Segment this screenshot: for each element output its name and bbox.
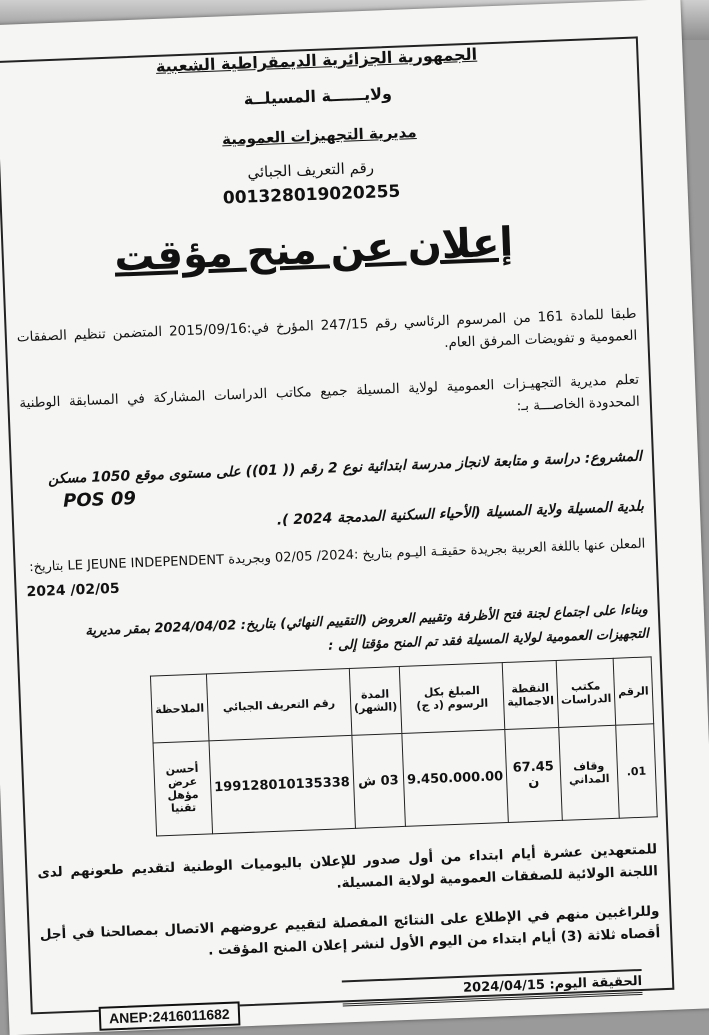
table-row bbox=[153, 724, 657, 836]
col-header-score: النقطة الاجمالية bbox=[502, 661, 558, 730]
project-line-1: دراسة و متابعة لانجاز مدرسة ابتدائية نوع 2 رقم (( 01)) على مستوى موقع 1050 مسكن bbox=[47, 450, 581, 488]
republic-heading: الجمهورية الجزائرية الديمقراطية الشعبية bbox=[155, 44, 478, 76]
col-header-note: الملاحظة bbox=[150, 674, 208, 743]
nif-label: رقم التعريف الجبائي bbox=[247, 158, 375, 182]
col-header-number: الرقم bbox=[613, 657, 653, 725]
col-header-duration: المدة (الشهر) bbox=[349, 667, 402, 736]
project-line-2: بلدية المسيلة ولاية المسيلة (الأحياء السكنية المدمجة 2024 ). bbox=[276, 498, 645, 529]
newspaper-stamp bbox=[342, 969, 643, 1006]
announcement-frame bbox=[0, 36, 674, 1014]
cell-office: وقاف المداني bbox=[559, 725, 620, 820]
newspaper-name: الحقيقة اليوم: bbox=[549, 973, 643, 993]
decision-paragraph: وبناءا على اجتماع لجنة فتح الأظرفة وتقييم العروض (التقييم النهائي) بتاريخ: 2024/04/02 بمقر مديرية التجهيزات العمومية لولاية المسيلة فقد تم المنح مؤقتا إلى : bbox=[85, 602, 650, 654]
results-paragraph: وللراغبين منهم في الإطلاع على النتائج المفصلة لتقييم عروضهم الاتصال بمصالحنا في أجل أقصاه ثلاثة (3) أيام ابتداء من اليوم الأول لنشر إعلان المنح المؤقت . bbox=[39, 903, 661, 959]
project-label: المشروع: bbox=[584, 448, 643, 467]
cell-nif: 199128010135338 bbox=[209, 735, 355, 833]
cell-note: أحسن عرض مؤهل تقنيا bbox=[153, 741, 212, 836]
col-header-office: مكتب الدراسات bbox=[556, 658, 616, 727]
cell-duration: 03 ش bbox=[352, 733, 406, 828]
anep-reference: ANEP:2416011682 bbox=[99, 1001, 240, 1030]
publication-paragraph: المعلن عنها باللغة العربية بجريدة حقيقـة اليـوم بتاريخ :2024/ 02/05 وبجريدة LE JEUNE INDEPENDENT بتاريخ: bbox=[28, 536, 646, 576]
wilaya-heading: ولايــــــة المسيلــة bbox=[243, 83, 393, 109]
announcement-title: إعلان عن منح مؤقت bbox=[113, 219, 514, 281]
col-header-nif: رقم التعريف الجبائي bbox=[206, 668, 351, 740]
award-table bbox=[150, 656, 658, 836]
cell-amount: 9.450.000.00 bbox=[402, 730, 509, 827]
cell-number: 01. bbox=[616, 724, 657, 818]
appeal-paragraph: للمتعهدين عشرة أيام ابتداء من أول صدور للإعلان باليوميات الوطنية لتقديم طعونهم لدى اللجنة الولائية للصفقات العمومية لولاية المسيلة. bbox=[37, 841, 659, 892]
directorate-heading: مديرية التجهيزات العمومية bbox=[221, 122, 417, 149]
col-header-amount: المبلغ بكل الرسوم (د ج) bbox=[399, 663, 505, 734]
legal-basis-paragraph: طبقا للمادة 161 من المرسوم الرئاسي رقم 247/15 المؤرخ في:2015/09/16 المتضمن تنظيم الصفقات العمومية و تفويضات المرفق العام. bbox=[16, 305, 638, 352]
cell-score: 67.45 ن bbox=[505, 727, 562, 822]
nif-number: 001328019020255 bbox=[222, 181, 401, 209]
publication-date: 2024 /02/05 bbox=[26, 580, 120, 601]
notification-paragraph: تعلم مديرية التجهيـزات العمومية لولاية المسيلة جميع مكاتب الدراسات المشاركة في المسابقة الوطنية المحدودة الخاصـــة بـ: bbox=[19, 371, 641, 415]
project-code: POS 09 bbox=[62, 488, 137, 512]
project-description bbox=[22, 443, 643, 495]
newspaper-date: 2024/04/15 bbox=[462, 977, 546, 996]
